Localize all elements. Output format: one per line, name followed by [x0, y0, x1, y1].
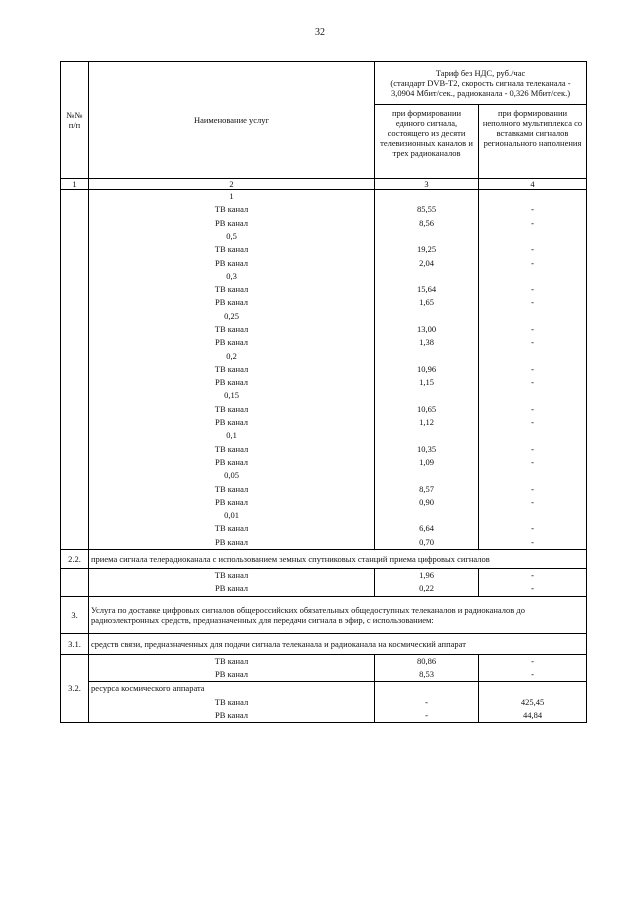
service-label: 1	[229, 191, 234, 202]
header-col4: при формировании неполного мультиплекса со вставками сигналов регионального наполнения	[479, 105, 587, 179]
service-label: 0,2	[226, 350, 237, 361]
service-label: РВ канал	[215, 217, 248, 228]
row-2-2-names	[89, 569, 375, 597]
service-label: 0,05	[224, 470, 239, 481]
service-label: РВ канал	[215, 297, 248, 308]
service-label: ТВ канал	[214, 483, 249, 494]
tariff-value: 2,04	[419, 257, 434, 268]
service-label: РВ канал	[215, 536, 248, 547]
tariff-value: -	[531, 456, 534, 467]
tariff-value: -	[531, 323, 534, 334]
block1-names	[89, 190, 375, 550]
tariff-value: -	[425, 709, 428, 720]
tariff-value: -	[531, 570, 534, 581]
row-3-2-number: 3.2.	[61, 654, 89, 722]
tariff-value: -	[531, 417, 534, 428]
tariff-value: -	[531, 377, 534, 388]
row-2-2-col4	[479, 569, 587, 597]
row-3-1-col4	[479, 654, 587, 682]
index-row	[61, 179, 587, 190]
tariff-value: 10,65	[416, 403, 437, 414]
tariff-value: 85,55	[416, 204, 437, 215]
tariff-value: -	[531, 363, 534, 374]
service-label: ТВ канал	[214, 403, 249, 414]
service-label: РВ канал	[215, 337, 248, 348]
tariff-value	[377, 190, 476, 203]
row-2-2-col3	[375, 569, 479, 597]
index-3: 3	[375, 179, 479, 190]
tariff-value: 44,84	[522, 709, 543, 720]
tariff-value: -	[531, 204, 534, 215]
tariff-value: -	[531, 297, 534, 308]
tariff-value: -	[531, 257, 534, 268]
tariff-value: -	[531, 217, 534, 228]
header-col3: при формировании единого сигнала, состоящего из десяти телевизионных каналов и трех радиоканалов	[375, 105, 479, 179]
index-1: 1	[61, 179, 89, 190]
tariff-value: -	[531, 403, 534, 414]
row-3-1-names	[89, 654, 375, 682]
tariff-value: -	[425, 696, 428, 707]
tariff-value: -	[531, 244, 534, 255]
header-tariff-title: Тариф без НДС, руб./час (стандарт DVB-T2, скорость сигнала телеканала - 3,0904 Мбит/сек., радиоканала - 0,326 Мбит/сек.)	[375, 62, 587, 105]
tariff-value: 8,57	[419, 483, 434, 494]
tariff-value: 1,09	[419, 456, 434, 467]
block1-number	[61, 190, 89, 550]
tariff-value: -	[531, 668, 534, 679]
service-label: 0,1	[226, 430, 237, 441]
page-number: 32	[315, 27, 325, 38]
header-service-name: Наименование услуг	[89, 62, 375, 179]
row-2-2-values	[61, 569, 587, 597]
tariff-table	[60, 61, 587, 723]
row-2-2-number: 2.2.	[61, 550, 89, 569]
service-label: РВ канал	[215, 377, 248, 388]
tariff-value: 19,25	[416, 244, 437, 255]
service-label: РВ канал	[215, 417, 248, 428]
service-label: ТВ канал	[214, 523, 249, 534]
service-label: 0,25	[224, 310, 239, 321]
service-label: РВ канал	[215, 456, 248, 467]
block1-col3	[375, 190, 479, 550]
service-label: ТВ канал	[214, 244, 249, 255]
row-2-2-text: приема сигнала телерадиоканала с использованием земных спутниковых станций приема цифровых сигналов	[89, 550, 587, 569]
tariff-value: 13,00	[416, 323, 437, 334]
tariff-value	[377, 310, 476, 323]
block1-row	[61, 190, 587, 550]
tariff-value: 1,96	[419, 570, 434, 581]
service-label: РВ канал	[215, 496, 248, 507]
tariff-value: 1,15	[419, 377, 434, 388]
tariff-value	[481, 429, 584, 442]
tariff-value: 6,64	[419, 523, 434, 534]
tariff-value	[377, 509, 476, 522]
row-3-2-names	[89, 682, 375, 723]
block1-col4	[479, 190, 587, 550]
index-2: 2	[89, 179, 375, 190]
tariff-value	[377, 350, 476, 363]
tariff-value: 80,86	[416, 655, 437, 666]
row-3-1-col3	[375, 654, 479, 682]
header-number: №№ п/п	[61, 62, 89, 179]
tariff-value: -	[531, 496, 534, 507]
row-3-2-col4	[479, 682, 587, 723]
tariff-value: 0,90	[419, 496, 434, 507]
tariff-value: 0,22	[419, 583, 434, 594]
tariff-value: 1,38	[419, 337, 434, 348]
tariff-value: 0,70	[419, 536, 434, 547]
tariff-value	[481, 469, 584, 482]
tariff-value: 8,53	[419, 668, 434, 679]
tariff-value	[481, 509, 584, 522]
service-label: ТВ канал	[214, 284, 249, 295]
row-3-1-values	[61, 654, 587, 682]
tariff-value: -	[531, 284, 534, 295]
tariff-value	[481, 389, 584, 402]
index-4: 4	[479, 179, 587, 190]
service-label: РВ канал	[215, 583, 248, 594]
tariff-value	[377, 469, 476, 482]
tariff-value	[377, 270, 476, 283]
service-label: ТВ канал	[214, 443, 249, 454]
row-3-1-number: 3.1.	[61, 633, 89, 654]
row-3	[61, 596, 587, 633]
tariff-value: 15,64	[416, 284, 437, 295]
service-label: 0,01	[224, 510, 239, 521]
service-label: ТВ канал	[214, 696, 249, 707]
service-label: ТВ канал	[214, 323, 249, 334]
service-label: 0,3	[226, 270, 237, 281]
tariff-value	[481, 190, 584, 203]
tariff-value: 10,35	[416, 443, 437, 454]
tariff-value	[377, 429, 476, 442]
row-2-2-blank	[61, 569, 89, 597]
row-3-number: 3.	[61, 596, 89, 633]
tariff-value	[377, 389, 476, 402]
row-3-text: Услуга по доставке цифровых сигналов общероссийских обязательных общедоступных телеканалов и радиоканалов до радиоэлектронных средств, предназначенных для передачи сигнала в эфир, с использованием:	[89, 596, 587, 633]
tariff-value: -	[531, 583, 534, 594]
tariff-value: -	[531, 536, 534, 547]
row-3-2-col3	[375, 682, 479, 723]
header-row-1	[61, 62, 587, 105]
tariff-value: 1,12	[419, 417, 434, 428]
row-3-2-text: ресурса космического аппарата	[91, 683, 205, 694]
tariff-value: 8,56	[419, 217, 434, 228]
tariff-value: -	[531, 443, 534, 454]
tariff-value	[377, 230, 476, 243]
tariff-value: 425,45	[520, 696, 545, 707]
tariff-value: 1,65	[419, 297, 434, 308]
tariff-value	[481, 310, 584, 323]
row-2-2	[61, 550, 587, 569]
service-label: 0,15	[224, 390, 239, 401]
tariff-value	[481, 350, 584, 363]
tariff-value: 10,96	[416, 363, 437, 374]
row-3-2	[61, 682, 587, 723]
service-label: РВ канал	[215, 668, 248, 679]
tariff-value	[481, 270, 584, 283]
tariff-value: -	[531, 523, 534, 534]
row-3-1-text: средств связи, предназначенных для подачи сигнала телеканала и радиоканала на космический аппарат	[89, 633, 587, 654]
tariff-value: -	[531, 655, 534, 666]
service-label: РВ канал	[215, 257, 248, 268]
row-3-1	[61, 633, 587, 654]
service-label: ТВ канал	[214, 363, 249, 374]
service-label: ТВ канал	[214, 570, 249, 581]
service-label: ТВ канал	[214, 655, 249, 666]
service-label: ТВ канал	[214, 204, 249, 215]
service-label: РВ канал	[215, 709, 248, 720]
service-label: 0,5	[226, 230, 237, 241]
tariff-value: -	[531, 337, 534, 348]
tariff-value	[481, 230, 584, 243]
tariff-value: -	[531, 483, 534, 494]
